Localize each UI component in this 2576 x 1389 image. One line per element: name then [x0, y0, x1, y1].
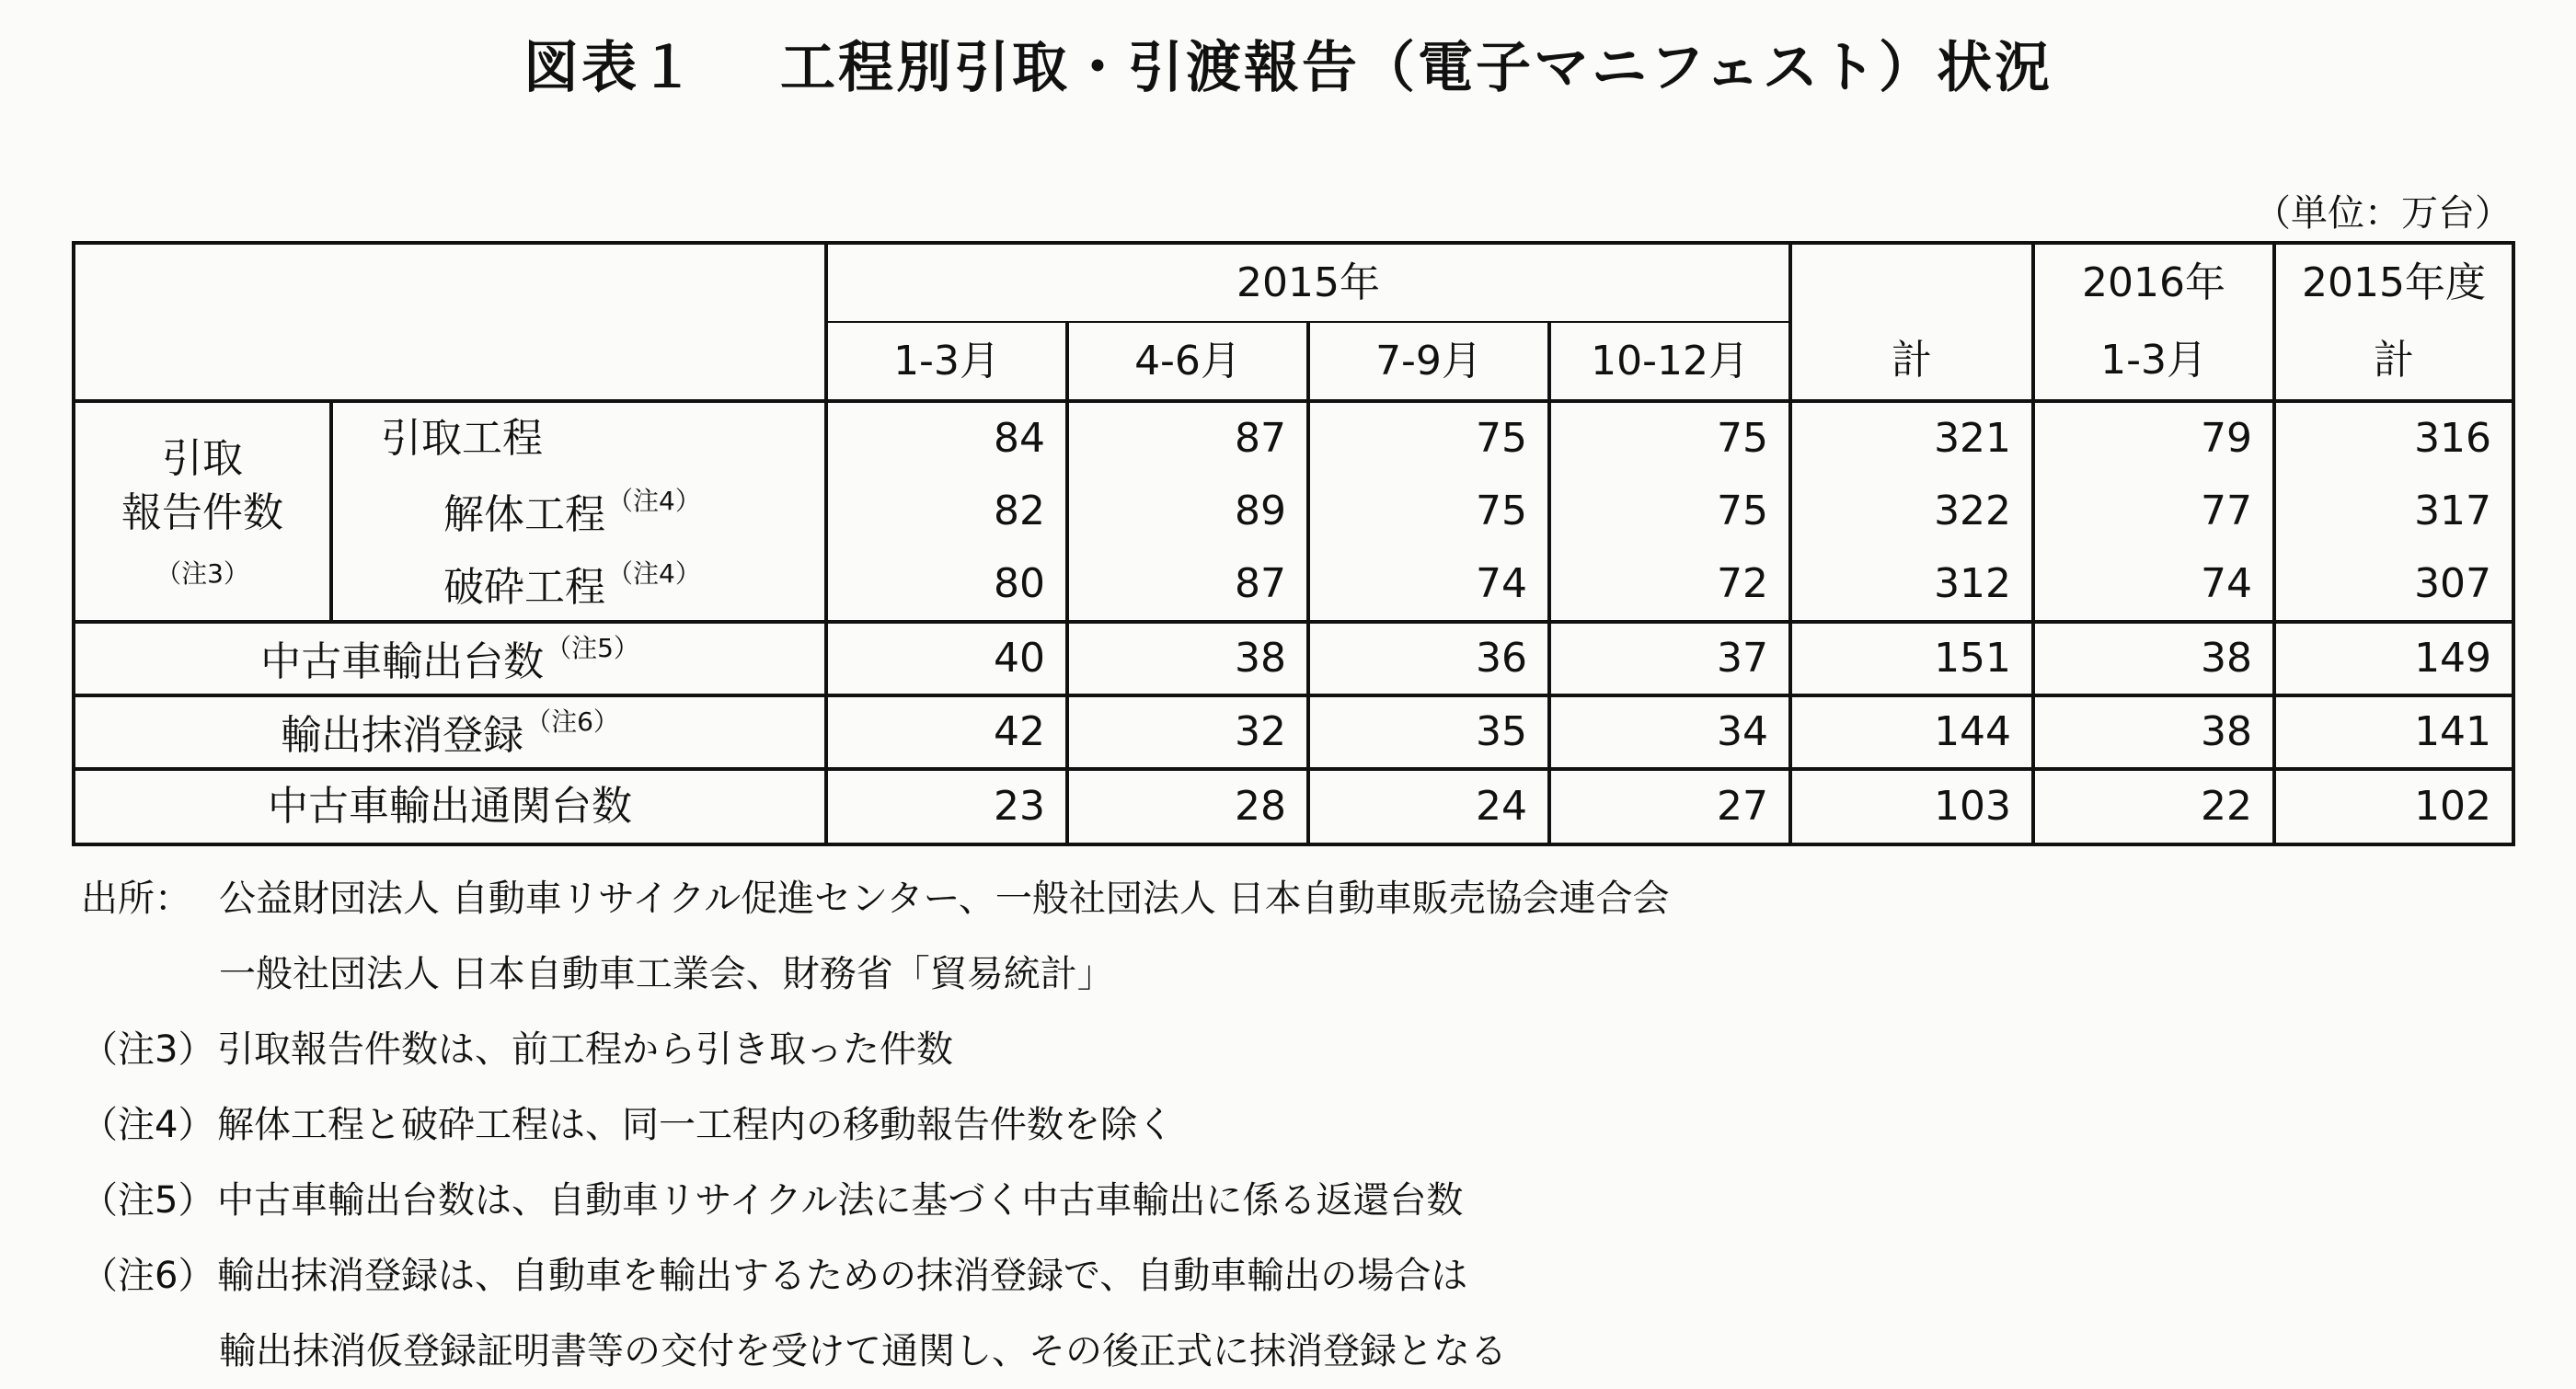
note-4: [81, 1087, 2519, 1163]
header-q4: 10-12月: [1549, 322, 1790, 401]
cell-value: 102: [2274, 769, 2513, 844]
data-table: [72, 241, 2515, 846]
figure-title: 工程別引取・引渡報告（電子マニフェスト）状況: [780, 36, 2053, 100]
header-q1: 1-3月: [826, 322, 1067, 401]
header-year-2016: 2016年: [2033, 243, 2274, 322]
cell-value: 22: [2033, 769, 2274, 844]
header-q3: 7-9月: [1308, 322, 1549, 401]
row-note: （注5）: [546, 632, 639, 663]
cell-value: 82: [826, 475, 1067, 548]
note-text: 輸出抹消登録は、自動車を輸出するための抹消登録で、自動車輸出の場合は: [217, 1255, 1468, 1297]
cell-value: 38: [2033, 622, 2274, 695]
note-label: （注6）: [81, 1255, 215, 1297]
note-label: （注4）: [81, 1104, 215, 1146]
row-label: 破砕工程$^{(注4)}$: [331, 548, 826, 622]
group-label: [74, 401, 331, 622]
cell-value: 75: [1549, 475, 1790, 548]
unit-label: （単位：万台）: [2254, 192, 2512, 235]
header-year-2015: 2015年: [826, 243, 1790, 322]
cell-value: 77: [2033, 475, 2274, 548]
table-row: [74, 695, 2513, 769]
table-row: [74, 622, 2513, 695]
figure-number: 図表１: [523, 36, 697, 100]
note-3: [81, 1012, 2519, 1087]
note-6-cont: 輸出抹消仮登録証明書等の交付を受けて通関し、その後正式に抹消登録となる: [219, 1330, 1507, 1372]
row-label: 中古車輸出通関台数: [74, 769, 826, 844]
cell-value: 79: [2033, 401, 2274, 475]
cell-value: 316: [2274, 401, 2513, 475]
cell-value: 103: [1790, 769, 2033, 844]
cell-value: 74: [2033, 548, 2274, 622]
source-line-cont: 一般社団法人 日本自動車工業会、財務省「貿易統計」: [219, 953, 1114, 995]
cell-value: 28: [1067, 769, 1308, 844]
group-label-line1: 引取: [162, 434, 243, 482]
row-label: 解体工程$^{(注4)}$: [331, 475, 826, 548]
cell-value: 35: [1308, 695, 1549, 769]
note-text: 中古車輸出台数は、自動車リサイクル法に基づく中古車輸出に係る返還台数: [217, 1179, 1464, 1222]
cell-value: 32: [1067, 695, 1308, 769]
cell-value: 24: [1308, 769, 1549, 844]
cell-value: 40: [826, 622, 1067, 695]
header-q2: 4-6月: [1067, 322, 1308, 401]
cell-value: 89: [1067, 475, 1308, 548]
note-text: 引取報告件数は、前工程から引き取った件数: [217, 1028, 953, 1071]
cell-value: 87: [1067, 401, 1308, 475]
cell-value: 149: [2274, 622, 2513, 695]
table-row: [74, 401, 2513, 475]
header-corner: [74, 243, 826, 401]
cell-value: 322: [1790, 475, 2033, 548]
cell-value: 36: [1308, 622, 1549, 695]
table-row: [74, 548, 2513, 622]
cell-value: 75: [1308, 401, 1549, 475]
table-row: [74, 769, 2513, 844]
cell-value: 80: [826, 548, 1067, 622]
header-fy-total: 計: [2274, 322, 2513, 401]
cell-value: 74: [1308, 548, 1549, 622]
cell-value: 27: [1549, 769, 1790, 844]
row-note: （注4）: [607, 557, 701, 589]
cell-value: 151: [1790, 622, 2033, 695]
cell-value: 34: [1549, 695, 1790, 769]
cell-value: 87: [1067, 548, 1308, 622]
note-label: （注3）: [81, 1028, 215, 1071]
row-label: 輸出抹消登録$^{(注6)}$: [74, 695, 826, 769]
page-title: [0, 24, 2576, 103]
header-q-2016: 1-3月: [2033, 322, 2274, 401]
cell-value: 144: [1790, 695, 2033, 769]
header-total-top: [1790, 243, 2033, 322]
cell-value: 38: [2033, 695, 2274, 769]
group-label-line2: 報告件数: [121, 489, 283, 537]
cell-value: 141: [2274, 695, 2513, 769]
note-label: （注5）: [81, 1179, 215, 1222]
notes-section: [81, 861, 2519, 1389]
cell-value: 23: [826, 769, 1067, 844]
cell-value: 84: [826, 401, 1067, 475]
header-row-1: [74, 243, 2513, 322]
group-label-note: （注3）: [155, 558, 249, 590]
row-note: （注4）: [607, 485, 701, 516]
note-5: [81, 1163, 2519, 1238]
cell-value: 42: [826, 695, 1067, 769]
cell-value: 307: [2274, 548, 2513, 622]
cell-value: 312: [1790, 548, 2033, 622]
cell-value: 72: [1549, 548, 1790, 622]
source-text: 公益財団法人 自動車リサイクル促進センター、一般社団法人 日本自動車販売協会連合会: [219, 878, 1670, 920]
row-note: （注6）: [525, 706, 619, 737]
source-line: [81, 861, 2519, 936]
cell-value: 37: [1549, 622, 1790, 695]
cell-value: 321: [1790, 401, 2033, 475]
row-label: 中古車輸出台数$^{(注5)}$: [74, 622, 826, 695]
cell-value: 75: [1549, 401, 1790, 475]
note-text: 解体工程と破砕工程は、同一工程内の移動報告件数を除く: [217, 1104, 1174, 1146]
cell-value: 75: [1308, 475, 1549, 548]
note-6: [81, 1238, 2519, 1314]
cell-value: 317: [2274, 475, 2513, 548]
header-fy-2015: 2015年度: [2274, 243, 2513, 322]
cell-value: 38: [1067, 622, 1308, 695]
row-label: 引取工程: [331, 401, 826, 475]
header-total: 計: [1790, 322, 2033, 401]
source-label: 出所：: [81, 878, 191, 920]
table-row: [74, 475, 2513, 548]
